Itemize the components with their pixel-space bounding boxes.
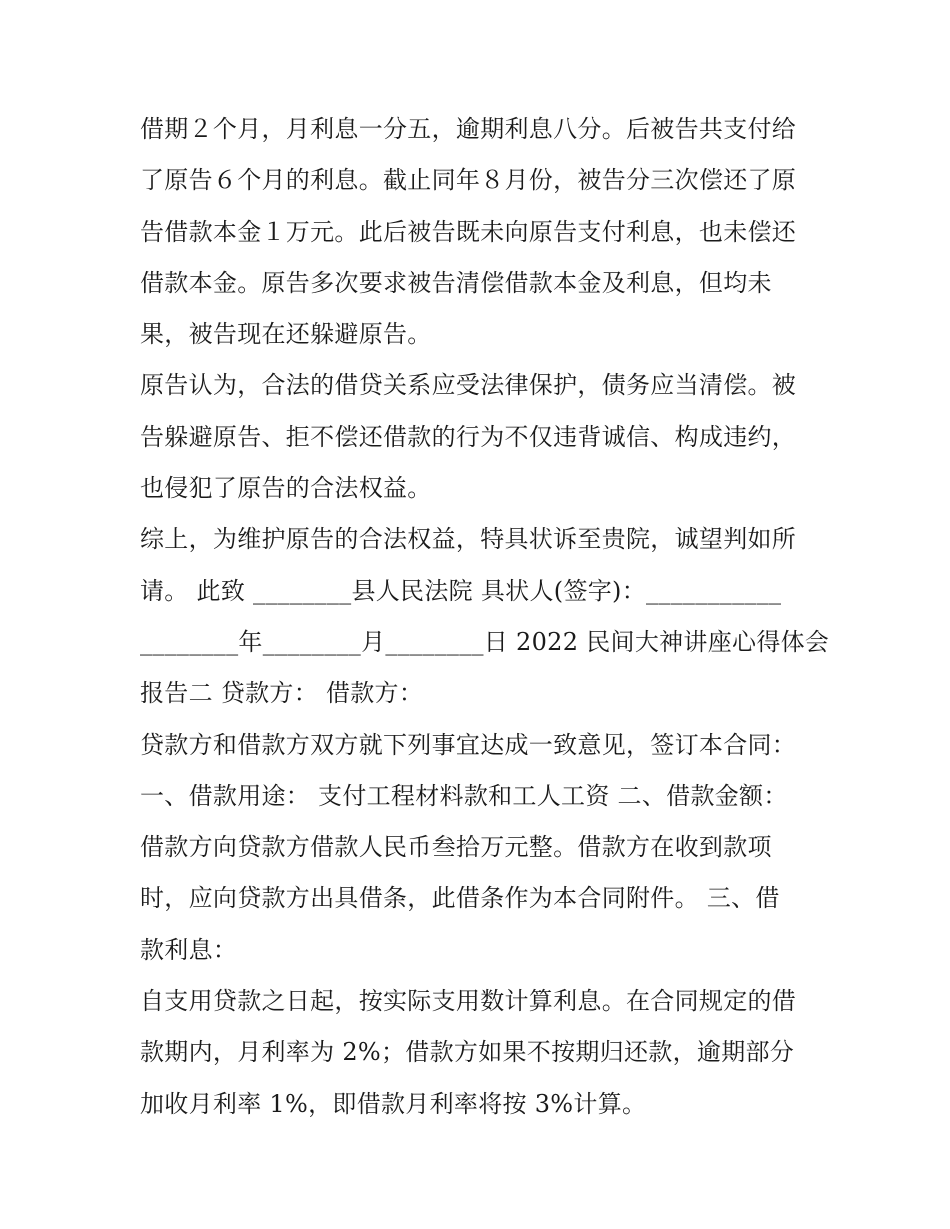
- text-line: 报告二 贷款方： 借款方：: [140, 679, 424, 708]
- text-line: 果，被告现在还躲避原告。: [140, 320, 432, 349]
- text-line: 也侵犯了原告的合法权益。: [140, 474, 432, 503]
- text-line: 了原告６个月的利息。截止同年８月份，被告分三次偿还了原: [140, 166, 797, 195]
- document-body: [140, 104, 830, 1130]
- text-line: 告躲避原告、拒不偿还借款的行为不仅违背诚信、构成违约，: [140, 422, 797, 451]
- text-line: 原告认为，合法的借贷关系应受法律保护，债务应当清偿。被: [140, 371, 797, 400]
- text-line: 告借款本金１万元。此后被告既未向原告支付利息，也未偿还: [140, 217, 797, 246]
- text-line: 自支用贷款之日起，按实际支用数计算利息。在合同规定的借: [140, 987, 797, 1016]
- text-line: 综上，为维护原告的合法权益，特具状诉至贵院，诚望判如所: [140, 525, 797, 554]
- text-line: 借款本金。原告多次要求被告清偿借款本金及利息，但均未: [140, 268, 772, 297]
- text-line: ________年________月________日 2022 民间大神讲座心得体会: [140, 627, 830, 656]
- text-line: 款期内，月利率为 2%；借款方如果不按期归还款，逾期部分: [140, 1038, 795, 1067]
- text-line: 借期２个月，月利息一分五，逾期利息八分。后被告共支付给: [140, 115, 797, 143]
- text-line: 款利息：: [140, 935, 238, 964]
- text-line: 请。 此致 ________县人民法院 具状人(签字)：___________: [140, 576, 782, 605]
- text-line: 一、借款用途： 支付工程材料款和工人工资 二、借款金额：: [140, 781, 788, 810]
- text-line: 时，应向贷款方出具借条，此借条作为本合同附件。 三、借: [140, 884, 780, 913]
- text-line: 贷款方和借款方双方就下列事宜达成一致意见，签订本合同：: [140, 730, 797, 759]
- text-line: 加收月利率 1%，即借款月利率将按 3%计算。: [140, 1089, 647, 1118]
- text-line: 借款方向贷款方借款人民币叁拾万元整。借款方在收到款项: [140, 833, 772, 862]
